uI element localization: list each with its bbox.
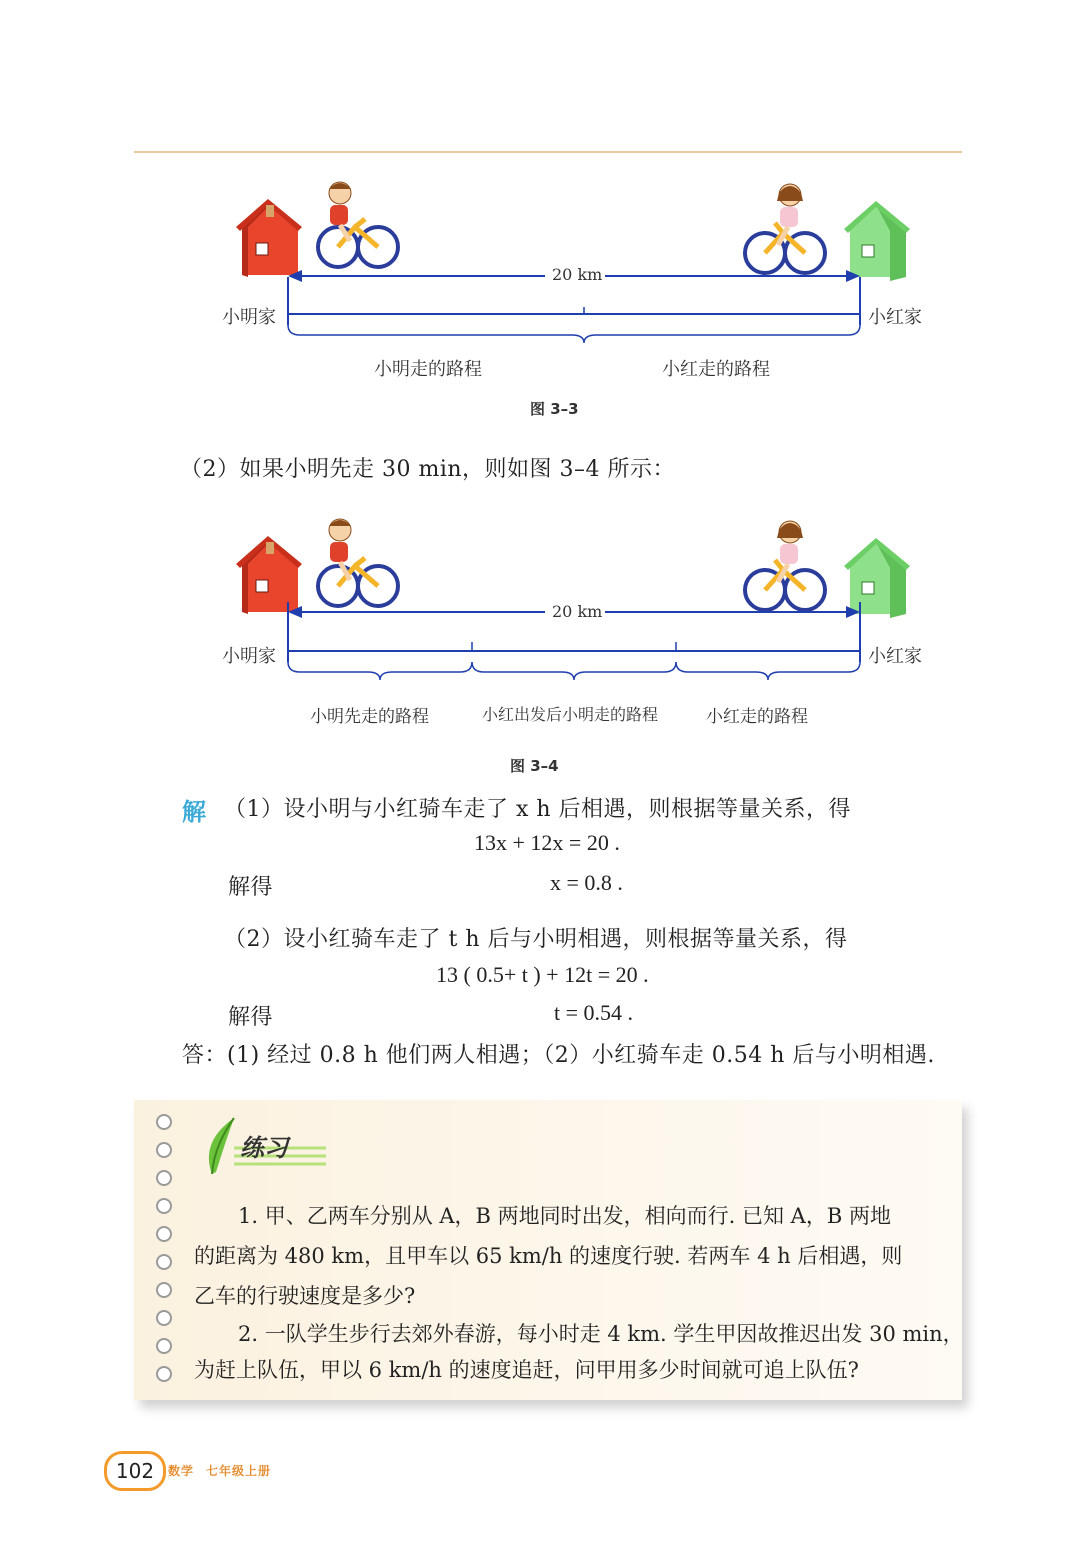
result-1: x = 0.8 .	[550, 870, 623, 895]
figure-3-4	[200, 512, 920, 762]
xiaohong-house-icon	[844, 201, 910, 281]
header-rule	[134, 151, 962, 153]
binder-ring-icon	[156, 1310, 172, 1326]
figure-caption: 图 3–4	[510, 757, 559, 775]
question-1-line: 1. 甲、乙两车分别从 A，B 两地同时出发，相向而行. 已知 A，B 两地	[238, 1204, 891, 1228]
result-2: t = 0.54 .	[554, 1000, 634, 1025]
xiaoming-cyclist-icon	[318, 182, 398, 267]
solve-label: 解得	[228, 1005, 274, 1030]
binder-ring-icon	[156, 1254, 172, 1270]
binder-ring-icon	[156, 1226, 172, 1242]
xiaohong-cyclist-icon	[745, 184, 825, 273]
xiaohong-house-icon	[844, 538, 910, 618]
footer-subject: 数学	[168, 1464, 195, 1478]
figure-3-3	[200, 175, 920, 415]
solve-label: 解得	[228, 875, 274, 900]
segment-brace	[288, 662, 472, 680]
intro-line: （2）如果小明先走 30 min，则如图 3–4 所示：	[180, 457, 676, 482]
xiaoming-house-icon	[236, 536, 302, 614]
left-home-label: 小明家	[222, 646, 276, 667]
page-number: 102	[104, 1451, 166, 1491]
solution-part1: （1）设小明与小红骑车走了 x h 后相遇，则根据等量关系，得	[224, 797, 852, 822]
footer-grade: 七年级上册	[206, 1464, 272, 1478]
segment-label: 小红走的路程	[662, 359, 770, 380]
distance-label: 20 km	[552, 265, 603, 284]
solution-marker: 解	[182, 798, 206, 826]
segment-label: 小明走的路程	[374, 359, 482, 380]
binder-ring-icon	[156, 1170, 172, 1186]
segment-braces	[288, 325, 860, 343]
exercise-title: 练习	[240, 1134, 288, 1162]
xiaohong-cyclist-icon	[745, 521, 825, 610]
segment-label: 小红走的路程	[706, 707, 808, 727]
binder-ring-icon	[156, 1282, 172, 1298]
segment-brace	[676, 662, 860, 680]
distance-label: 20 km	[552, 602, 603, 621]
xiaoming-house-icon	[236, 199, 302, 277]
solution-part2: （2）设小红骑车走了 t h 后与小明相遇，则根据等量关系，得	[224, 927, 848, 952]
segment-brace	[472, 662, 676, 680]
question-1-line: 乙车的行驶速度是多少?	[194, 1284, 416, 1308]
answer-line: 答：(1) 经过 0.8 h 他们两人相遇；（2）小红骑车走 0.54 h 后与小明相遇.	[182, 1043, 935, 1068]
right-home-label: 小红家	[868, 307, 922, 328]
exercise-card	[134, 1100, 962, 1400]
right-home-label: 小红家	[868, 646, 922, 667]
figure-3-3-drawing	[200, 175, 920, 415]
segment-label: 小红出发后小明走的路程	[482, 705, 659, 724]
binder-ring-icon	[156, 1114, 172, 1130]
xiaoming-cyclist-icon	[318, 519, 398, 606]
question-2-line: 为赶上队伍，甲以 6 km/h 的速度追赶，问甲用多少时间就可追上队伍?	[194, 1358, 859, 1382]
segment-label: 小明先走的路程	[310, 707, 429, 727]
question-1-line: 的距离为 480 km，且甲车以 65 km/h 的速度行驶. 若两车 4 h 后相遇，则	[194, 1244, 903, 1268]
binder-ring-icon	[156, 1198, 172, 1214]
binder-ring-icon	[156, 1338, 172, 1354]
equation-2: 13 ( 0.5+ t ) + 12t = 20 .	[436, 962, 649, 987]
figure-caption: 图 3–3	[530, 400, 579, 418]
equation-1: 13x + 12x = 20 .	[474, 830, 620, 855]
binder-ring-icon	[156, 1366, 172, 1382]
question-2-line: 2. 一队学生步行去郊外春游，每小时走 4 km. 学生甲因故推迟出发 30 min，	[238, 1322, 964, 1346]
binder-ring-icon	[156, 1142, 172, 1158]
left-home-label: 小明家	[222, 307, 276, 328]
